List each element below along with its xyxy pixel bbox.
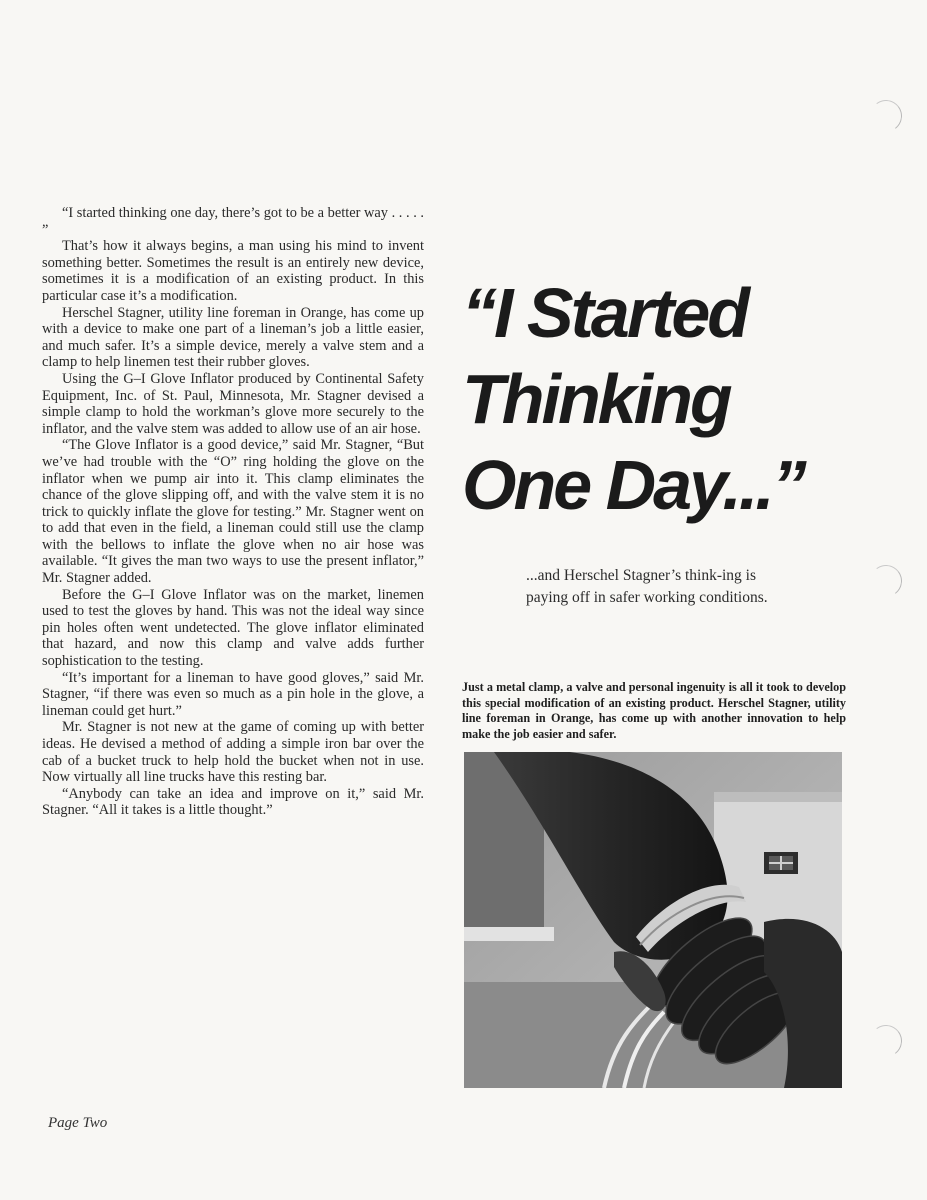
- body-paragraph-8: Mr. Stagner is not new at the game of coming up with better ideas. He devised a method of adding a simple iron bar over the cab of a bucket truck to help hold the bucket when not in use. Now virtually all line trucks have this resting bar.: [42, 719, 424, 786]
- punch-hole-middle: [868, 563, 904, 599]
- body-paragraph-2: That’s how it always begins, a man using his mind to invent something better. Sometimes the result is an entirely new device, sometimes it is a modification of an existing product. In this particular case it’s a modification.: [42, 238, 424, 304]
- body-paragraph-1: “I started thinking one day, there’s got to be a better way . . . . . ”: [42, 205, 424, 238]
- glove-inflator-photo: [464, 752, 842, 1088]
- body-paragraph-4: Using the G–I Glove Inflator produced by Continental Safety Equipment, Inc. of St. Paul, Minnesota, Mr. Stagner devised a simple clamp to hold the workman’s glove more securely to the inflator, and the valve stem was added to allow use of an air hose.: [42, 370, 424, 437]
- body-paragraph-3: Herschel Stagner, utility line foreman in Orange, has come up with a device to make one part of a lineman’s job a little easier, and much safer. It’s a simple device, merely a valve stem and a clamp to help linemen test their rubber gloves.: [42, 304, 424, 371]
- headline-line-1: “I Started: [462, 274, 748, 352]
- body-paragraph-9: “Anybody can take an idea and improve on it,” said Mr. Stagner. “All it takes is a little thought.”: [42, 785, 424, 819]
- body-paragraph-6: Before the G–I Glove Inflator was on the market, linemen used to test the gloves by hand. This was not the ideal way since pin holes often went undetected. The glove inflator eliminated that hazard, and now this clamp and valve adds further sophistication to the testing.: [42, 586, 424, 670]
- article-deck: ...and Herschel Stagner’s think-ing is paying off in safer working conditions.: [526, 567, 768, 606]
- photo-illustration: [464, 752, 842, 1088]
- body-paragraph-7: “It’s important for a lineman to have good gloves,” said Mr. Stagner, “if there was even so much as a pin hole in the glove, a lineman could get hurt.”: [42, 669, 424, 719]
- headline-line-3: One Day...”: [462, 446, 804, 524]
- punch-hole-top: [868, 98, 904, 134]
- punch-hole-bottom: [868, 1023, 904, 1059]
- photo-caption: Just a metal clamp, a valve and personal ingenuity is all it took to develop this special modification of an existing product. Herschel Stagner, utility line foreman in Orange, has come up with another innovation to help make the job easier and safer.: [462, 680, 846, 741]
- article-headline: [462, 270, 892, 528]
- body-paragraph-5: “The Glove Inflator is a good device,” said Mr. Stagner, “But we’ve had trouble with the “O” ring holding the glove on the inflator when we pump air into it. This clamp eliminates the chance of the glove slipping off, and with the valve stem it is no trick to quickly inflate the glove for testing.” Mr. Stagner went on to add that even in the field, a lineman could still use the clamp with the bellows to inflate the glove when no air hose was available. “It gives the man two ways to use the present inflator,” Mr. Stagner added.: [42, 437, 424, 587]
- article-body: [42, 205, 424, 819]
- headline-line-2: Thinking: [462, 360, 730, 438]
- page-number: Page Two: [48, 1115, 108, 1131]
